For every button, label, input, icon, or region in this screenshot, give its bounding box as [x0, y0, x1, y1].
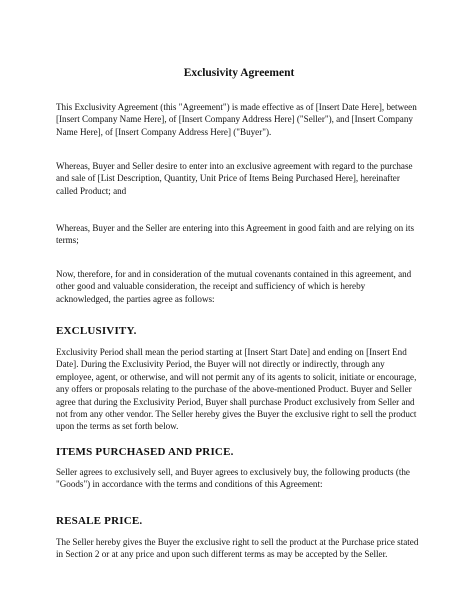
intro-paragraph: This Exclusivity Agreement (this "Agreement") is made effective as of [Insert Date Here], between [Insert Company Name Here], of [Insert Company Address Here] ("Seller"), and [Insert Company Name Here], of [Insert Company Address Here] ("Buyer").: [56, 102, 417, 137]
section-heading-exclusivity: EXCLUSIVITY.: [56, 325, 137, 337]
document-title: Exclusivity Agreement: [183, 67, 295, 79]
section-body-exclusivity: Exclusivity Period shall mean the period starting at [Insert Start Date] and ending on [Insert End Date]. During the Exclusivity Period, the Buyer will not directly or indirectly, through any employee, agent, or otherwise, and will not permit any of its agents to solicit, initiate or encourage, any offers or proposals relating to the purchase of the above-mentioned Product. Buyer and Seller agree that during the Exclusivity Period, Buyer shall purchase Product exclusively from Seller and not from any other vendor. The Seller hereby gives the Buyer the exclusive right to sell the product upon the terms as set forth below.: [56, 347, 417, 432]
whereas-paragraph-2: Whereas, Buyer and the Seller are entering into this Agreement in good faith and are relying on its terms;: [56, 223, 415, 246]
section-heading-items-purchased: ITEMS PURCHASED AND PRICE.: [56, 446, 234, 458]
section-body-resale-price: The Seller hereby gives the Buyer the exclusive right to sell the product at the Purchase price stated in Section 2 or at any price and upon such different terms as may be accepted by the Seller.: [56, 537, 419, 560]
section-body-items-purchased: Seller agrees to exclusively sell, and Buyer agrees to exclusively buy, the following products (the "Goods") in accordance with the terms and conditions of this Agreement:: [56, 467, 410, 490]
document-page: [56, 0, 422, 613]
section-heading-resale-price: RESALE PRICE.: [56, 515, 143, 527]
whereas-paragraph-1: Whereas, Buyer and Seller desire to enter into an exclusive agreement with regard to the purchase and sale of [List Description, Quantity, Unit Price of Items Being Purchased Here], hereinafter called Product; and: [56, 161, 413, 196]
therefore-paragraph: Now, therefore, for and in consideration of the mutual covenants contained in this agreement, and other good and valuable consideration, the receipt and sufficiency of which is hereby acknowledged, the parties agree as follows:: [56, 269, 412, 304]
